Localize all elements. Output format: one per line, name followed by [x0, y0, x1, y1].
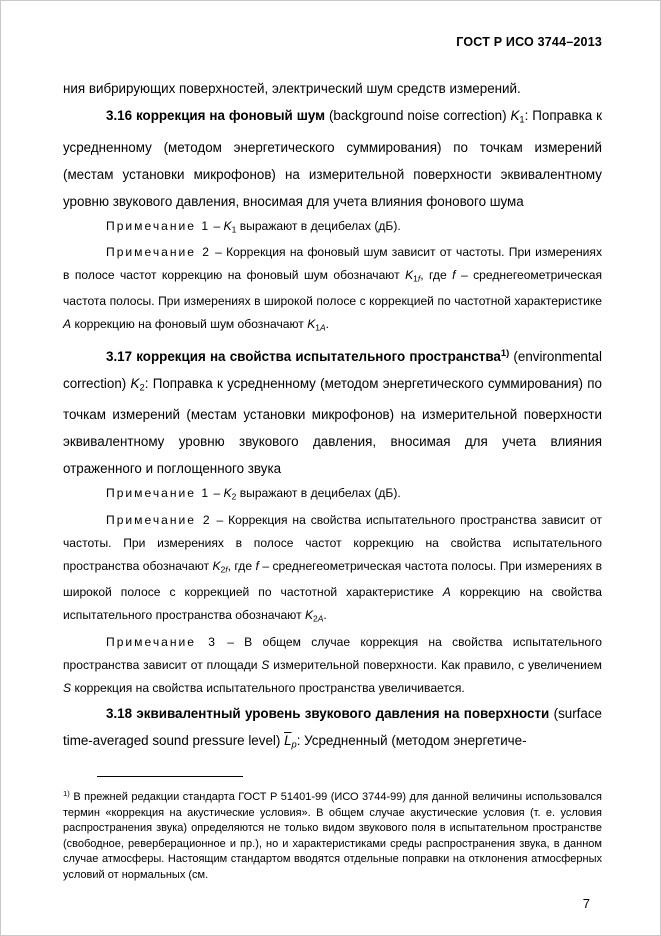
text-run: – Коррекция на свойства испытательного пространства зависит от частоты. При измерениях в полосе частот коррекцию на свойства испытательного пространства обозначают: [63, 512, 602, 573]
text-run: K: [223, 486, 232, 501]
text-run: выражают в децибелах (дБ).: [236, 218, 401, 233]
page-number: 7: [582, 896, 590, 911]
note-1-to-3-16: [63, 215, 602, 241]
text-run: 1): [500, 347, 510, 358]
text-run: K: [212, 558, 221, 573]
text-run: Примечание 1: [106, 486, 211, 501]
definition-3-18: [63, 700, 602, 759]
text-run: – В общем случае коррекция на свойства испытательного пространства зависит от площади: [63, 634, 602, 672]
text-run: K: [510, 108, 520, 123]
text-run: – среднегеометрическая частота полосы. При измерениях в широкой полосе с коррекцией по частотной характеристике: [63, 267, 602, 309]
text-run: : Поправка к усредненному (методом энергетического суммирования) по точкам измерений (местам установки микрофонов) на измерительной поверхности эквивалентному уровню звукового давления, вносимая для учета влияния фонового шума: [63, 108, 602, 209]
text-run: .: [325, 317, 330, 332]
text-run: K: [405, 267, 414, 282]
text-run: измерительной поверхности. Как правило, с увеличением: [269, 657, 602, 672]
note-2-to-3-17: [63, 509, 602, 631]
continued-paragraph: [63, 75, 602, 102]
text-run: –: [210, 486, 224, 501]
text-run: – Коррекция на фоновый шум зависит от частоты. При измерениях в полосе частот коррекцию на фоновый шум обозначают: [63, 244, 602, 282]
document-header: [63, 35, 602, 49]
text-run: K: [130, 375, 140, 391]
text-run: , где: [227, 558, 256, 573]
text-run: коррекция на свойства испытательного пространства увеличивается.: [71, 680, 465, 695]
text-run: ния вибрирующих поверхностей, электрический шум средств измерений.: [63, 81, 521, 96]
text-run: K: [307, 317, 316, 332]
text-run: f: [417, 273, 421, 284]
definition-3-16: [63, 102, 602, 215]
text-run: 2: [220, 564, 226, 575]
text-run: Примечание 2: [106, 512, 212, 527]
text-run: (environmental correction): [63, 348, 602, 391]
text-run: выражают в децибелах (дБ).: [236, 486, 401, 501]
text-run: .: [323, 608, 327, 623]
text-run: A: [320, 322, 326, 333]
note-3-to-3-17: [63, 631, 602, 700]
text-run: A: [63, 317, 72, 332]
text-run: K: [223, 218, 232, 233]
text-run: 2: [313, 613, 318, 624]
text-run: : Поправка к усредненному (методом энергетического суммирования) по точкам измерений (местам установки микрофонов) на измерительной поверхности эквивалентному уровню звукового давления, вносимая для учета влияния отраженного и поглощенного звука: [63, 375, 602, 477]
text-run: : Усредненный (методом энергетиче-: [296, 732, 527, 748]
definition-3-17: [63, 340, 602, 483]
footnote-block: [63, 776, 602, 883]
text-run: 1: [315, 322, 320, 333]
text-run: (surface time-averaged sound pressure level): [63, 705, 602, 748]
text-run: 2: [231, 491, 237, 502]
note-1-to-3-17: [63, 482, 602, 508]
text-run: коррекцию на свойства испытательного пространства обозначают: [63, 585, 603, 623]
text-run: –: [210, 218, 224, 233]
note-2-to-3-16: [63, 241, 602, 340]
text-run: p: [291, 739, 297, 750]
text-run: коррекцию на фоновый шум обозначают: [71, 317, 308, 332]
text-run: $\overline{L}$: [284, 732, 292, 748]
text-run: K: [304, 608, 314, 623]
footnote-text: [63, 786, 602, 883]
text-run: S: [63, 680, 72, 695]
text-run: S: [261, 657, 270, 672]
text-run: , где: [420, 267, 453, 282]
text-run: A: [442, 585, 451, 600]
document-body: [63, 75, 602, 758]
text-run: 1: [519, 114, 525, 125]
standard-number: ГОСТ Р ИСО 3744–2013: [456, 35, 602, 49]
text-run: – среднегеометрическая частота полосы. При измерениях в широкой полосе с коррекцией по частотной характеристике: [63, 558, 602, 600]
text-run: A: [317, 613, 324, 624]
text-run: 3.16 коррекция на фоновый шум: [106, 108, 326, 123]
text-run: f: [255, 558, 259, 573]
text-run: (background noise correction): [325, 108, 511, 123]
text-run: 1: [413, 273, 418, 284]
text-run: f: [452, 267, 456, 282]
footnote-divider: [97, 776, 243, 777]
text-run: 2: [139, 382, 145, 393]
text-run: 1: [231, 223, 237, 234]
text-run: 1): [63, 788, 70, 798]
text-run: Примечание 3: [106, 634, 217, 649]
text-run: В прежней редакции стандарта ГОСТ Р 51401-99 (ИСО 3744-99) для данной величины использовался термин «коррекция на акустические условия». В общем случае акустические условия (т. е. условия распространения звука) определяются не только видом звукового поля в испытательном пространстве (свободное, реверберационное и пр.), но и характеристиками среды распространения звука, в данном случае атмосферы. Настоящим стандартом вводятся отдельные поправки на отклонения атмосферных условий от нормальных (см.: [63, 791, 602, 881]
text-run: 3.17 коррекция на свойства испытательного пространства: [106, 348, 501, 364]
text-run: Примечание 2: [106, 244, 211, 259]
text-run: 3.18 эквивалентный уровень звукового давления на поверхности: [106, 705, 550, 721]
text-run: f: [225, 564, 228, 575]
text-run: Примечание 1: [106, 218, 211, 233]
